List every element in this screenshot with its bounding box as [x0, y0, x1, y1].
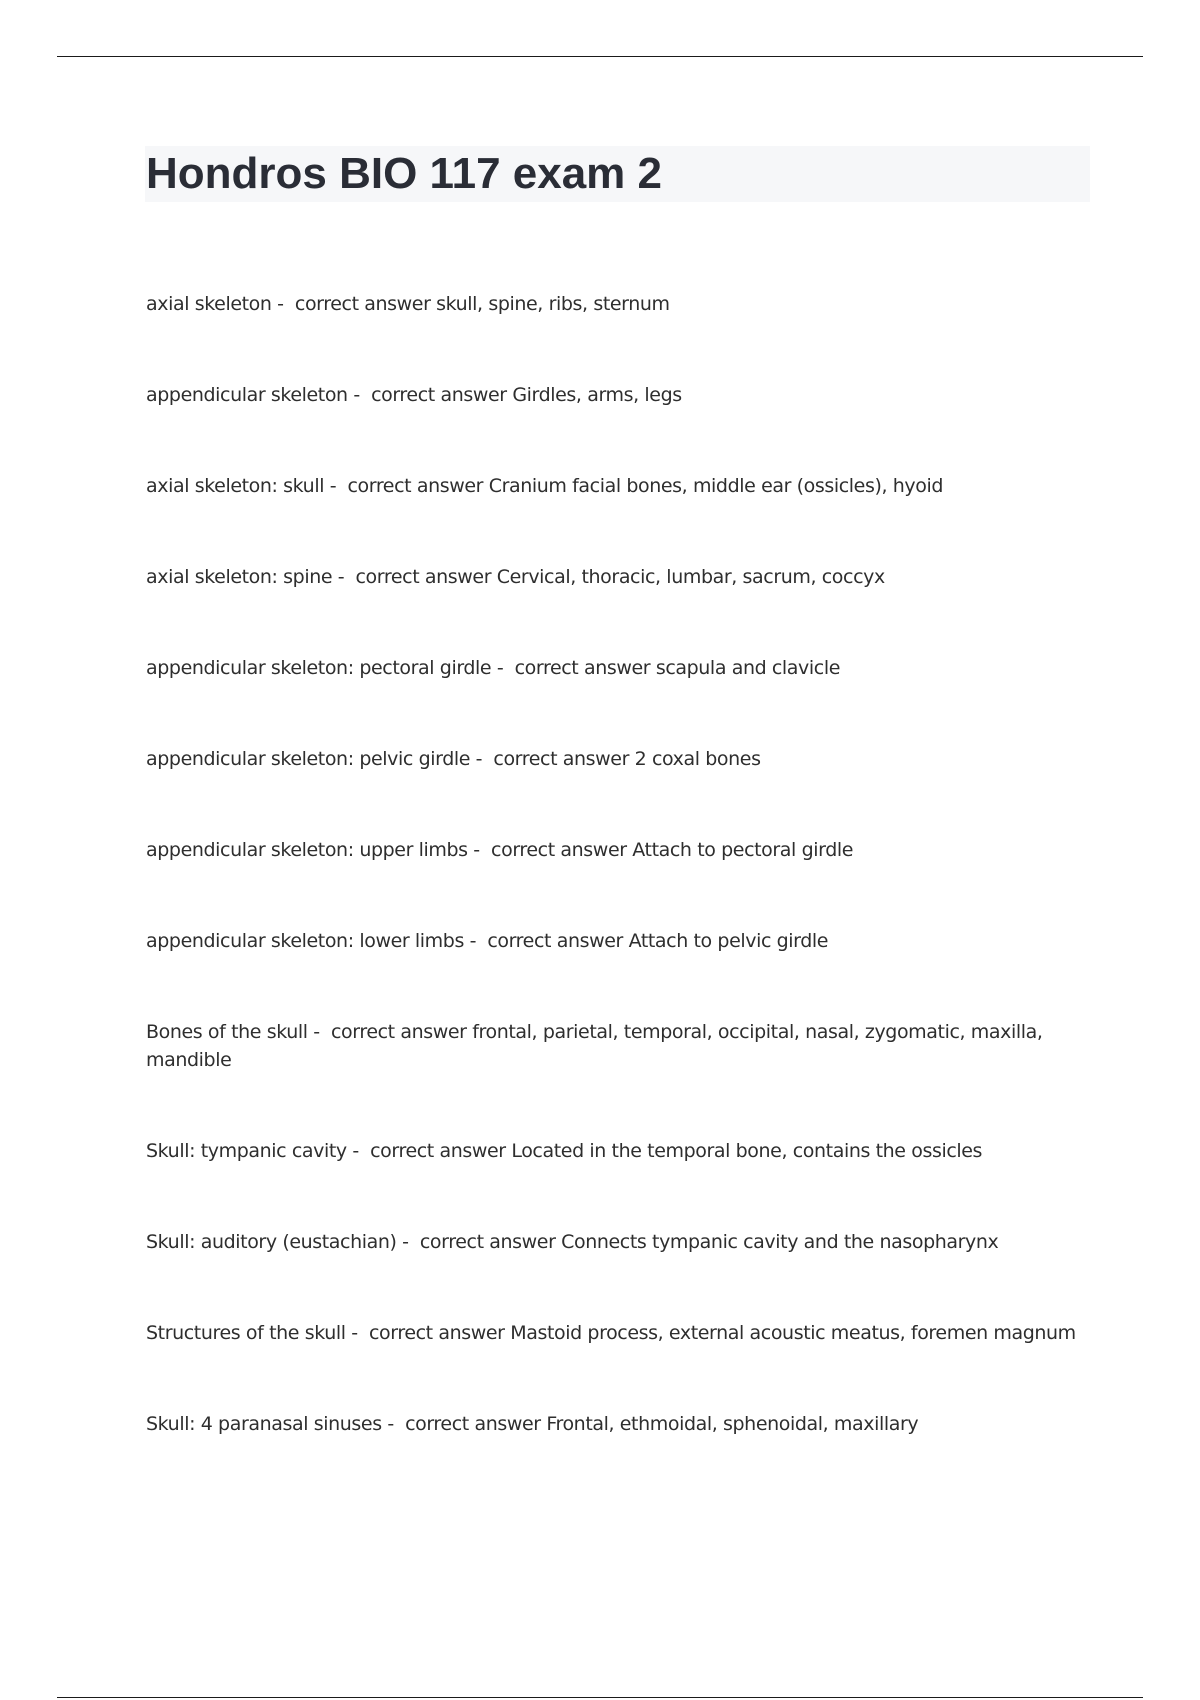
qa-term: axial skeleton: spine [146, 566, 333, 588]
qa-answer: 2 coxal bones [634, 748, 761, 770]
qa-list [146, 290, 1076, 1501]
qa-term: axial skeleton: skull [146, 475, 325, 497]
qa-separator: - correct answer [467, 839, 633, 861]
qa-separator: - correct answer [347, 384, 513, 406]
qa-term: Skull: 4 paranasal sinuses [146, 1413, 382, 1435]
qa-separator: - correct answer [463, 930, 629, 952]
qa-answer: Attach to pectoral girdle [632, 839, 854, 861]
qa-answer: Girdles, arms, legs [512, 384, 682, 406]
qa-separator: - correct answer [307, 1021, 473, 1043]
qa-answer: Cervical, thoracic, lumbar, sacrum, coccyx [496, 566, 885, 588]
qa-item [146, 1018, 1076, 1074]
qa-item [146, 1137, 1076, 1165]
qa-item [146, 1319, 1076, 1347]
qa-item [146, 290, 1076, 318]
top-rule [57, 56, 1143, 57]
qa-term: Structures of the skull [146, 1322, 346, 1344]
qa-answer: Mastoid process, external acoustic meatus, foremen magnum [510, 1322, 1076, 1344]
qa-item [146, 1228, 1076, 1256]
qa-term: axial skeleton [146, 293, 272, 315]
qa-separator: - correct answer [332, 566, 497, 588]
qa-answer: Cranium facial bones, middle ear (ossicles), hyoid [488, 475, 944, 497]
qa-term: Skull: tympanic cavity [146, 1140, 347, 1162]
document-title: Hondros BIO 117 exam 2 [146, 149, 662, 198]
qa-item [146, 472, 1076, 500]
qa-term: appendicular skeleton: lower limbs [146, 930, 464, 952]
qa-item [146, 563, 1076, 591]
qa-item [146, 927, 1076, 955]
qa-separator: - correct answer [324, 475, 489, 497]
qa-answer: Attach to pelvic girdle [628, 930, 829, 952]
qa-answer: Located in the temporal bone, contains the ossicles [511, 1140, 983, 1162]
qa-item [146, 745, 1076, 773]
qa-item [146, 1410, 1076, 1438]
qa-item [146, 381, 1076, 409]
qa-term: appendicular skeleton: upper limbs [146, 839, 468, 861]
bottom-rule [57, 1697, 1143, 1698]
qa-term: appendicular skeleton [146, 384, 348, 406]
qa-separator: - correct answer [396, 1231, 562, 1253]
qa-term: appendicular skeleton: pectoral girdle [146, 657, 492, 679]
qa-separator: - correct answer [491, 657, 656, 679]
qa-answer: Connects tympanic cavity and the nasopharynx [561, 1231, 999, 1253]
qa-answer: skull, spine, ribs, sternum [436, 293, 670, 315]
qa-term: Skull: auditory (eustachian) [146, 1231, 397, 1253]
qa-answer: Frontal, ethmoidal, sphenoidal, maxillary [546, 1413, 919, 1435]
qa-answer: scapula and clavicle [655, 657, 840, 679]
qa-item [146, 836, 1076, 864]
qa-term: Bones of the skull [146, 1021, 308, 1043]
qa-separator: - correct answer [271, 293, 437, 315]
qa-separator: - correct answer [345, 1322, 511, 1344]
qa-answer: frontal, parietal, temporal, occipital, nasal, zygomatic, maxilla, mandible [146, 1021, 1043, 1071]
qa-term: appendicular skeleton: pelvic girdle [146, 748, 471, 770]
qa-separator: - correct answer [470, 748, 635, 770]
qa-separator: - correct answer [346, 1140, 512, 1162]
qa-separator: - correct answer [381, 1413, 547, 1435]
qa-item [146, 654, 1076, 682]
